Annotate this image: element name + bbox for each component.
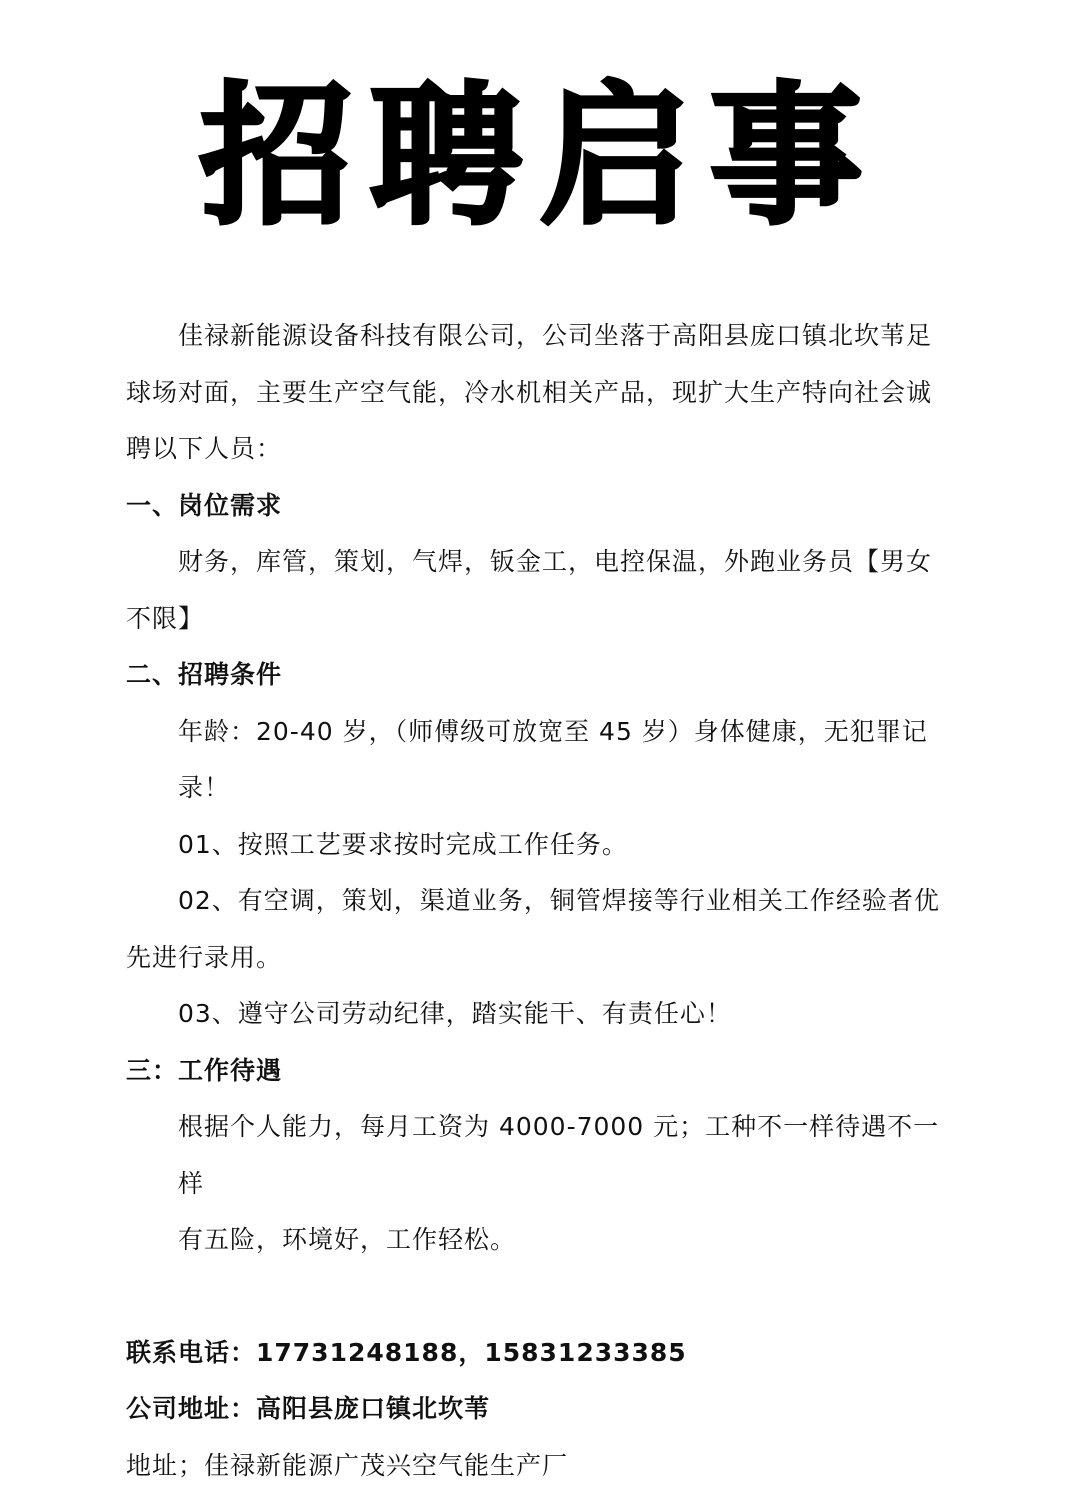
section-heading-positions: 一、岗位需求	[126, 478, 946, 535]
requirement-item-1: 01、按照工艺要求按时完成工作任务。	[126, 817, 946, 874]
contact-address: 公司地址：高阳县庞口镇北坎苇	[126, 1381, 946, 1438]
requirement-age: 年龄：20-40 岁，（师傅级可放宽至 45 岁）身体健康，无犯罪记录！	[126, 704, 946, 817]
section-heading-requirements: 二、招聘条件	[126, 647, 946, 704]
notice-body	[126, 308, 946, 1494]
intro-paragraph: 佳禄新能源设备科技有限公司，公司坐落于高阳县庞口镇北坎苇足球场对面，主要生产空气能，冷水机相关产品，现扩大生产特向社会诚聘以下人员：	[126, 308, 946, 478]
positions-list: 财务，库管，策划，气焊，钣金工，电控保温，外跑业务员【男女不限】	[126, 534, 946, 647]
page-title: 招聘启事	[0, 72, 1080, 242]
benefit-salary: 根据个人能力，每月工资为 4000-7000 元；工种不一样待遇不一样	[126, 1099, 946, 1212]
benefit-extras: 有五险，环境好，工作轻松。	[126, 1212, 946, 1269]
factory-address: 地址；佳禄新能源广茂兴空气能生产厂	[126, 1438, 946, 1494]
contact-phone: 联系电话：17731248188，15831233385	[126, 1325, 946, 1382]
requirement-item-2: 02、有空调，策划，渠道业务，铜管焊接等行业相关工作经验者优先进行录用。	[126, 873, 946, 986]
section-heading-benefits: 三：工作待遇	[126, 1043, 946, 1100]
spacer	[126, 1269, 946, 1325]
requirement-item-3: 03、遵守公司劳动纪律，踏实能干、有责任心！	[126, 986, 946, 1043]
